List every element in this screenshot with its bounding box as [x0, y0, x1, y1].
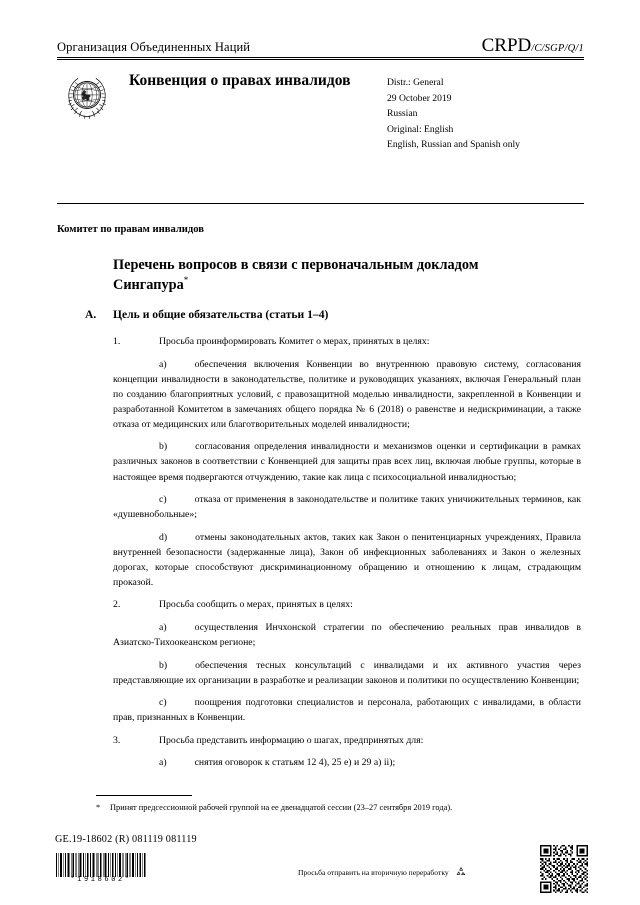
document-symbol-main: CRPD — [481, 35, 532, 56]
distribution-line: Distr.: General — [387, 77, 444, 89]
paragraph — [113, 492, 581, 522]
paragraph-text: согласования определения инвалидности и механизмов оценки и сертификации в рамках различных законов в соответствии с Конвенцией для защиты прав всех лиц, включая любые группы, которые в настоящее время подвергаются отчуждению, такие как лица с психосоциальной инвалидностью; — [113, 441, 581, 483]
masthead-top-row — [57, 36, 584, 57]
paragraph-marker: d) — [159, 531, 168, 543]
paragraph-text: обеспечения включения Конвенции во внутреннюю правовую систему, согласования концепции инвалидности в законодательстве, политике и руководящих указаниях, включая Генеральный план по созданию благоприятных условий, с правозащитной моделью инвалидности, закрепленной в Конвенции и разработанной Комитетом в замечаниях общего порядка № 6 (2018) о равенстве и недискриминации, а также отказа от медицинских или благотворительных моделей инвалидности; — [113, 358, 581, 430]
paragraph-text: осуществления Инчхонской стратегии по обеспечению реальных прав инвалидов в Азиатско-Тихоокеанском регионе; — [113, 622, 581, 649]
paragraph — [113, 658, 581, 688]
document-symbol-suffix: /C/SGP/Q/1 — [531, 43, 584, 54]
paragraph-marker: 3. — [113, 734, 121, 746]
paragraph — [113, 620, 581, 650]
page-title-text: Перечень вопросов в связи с первоначальным докладом Сингапура — [113, 257, 479, 293]
job-number: GE.19-18602 (R) 081119 081119 — [55, 834, 197, 845]
paragraph — [113, 357, 581, 432]
paragraph-marker: b) — [159, 659, 168, 671]
paragraph-marker: b) — [159, 441, 168, 453]
footnote-separator — [96, 795, 192, 796]
paragraph-text: отмены законодательных актов, таких как Закон о пенитенциарных учреждениях, Правила внутренней безопасности (задержанные лица), Закон об инфекционных заболеваниях и Закон о железных дорогах, которые способствуют дискриминационному обращению и отношению к лицам, страдающим проказой. — [113, 531, 581, 588]
paragraph — [113, 597, 581, 612]
convention-title: Конвенция о правах инвалидов — [129, 72, 351, 90]
paragraph-text: Просьба представить информацию о шагах, предпринятых для: — [159, 734, 424, 746]
paragraph-text: поощрения подготовки специалистов и персонала, работающих с инвалидами, в области прав, признанных в Конвенции. — [113, 697, 581, 724]
distribution-language: Russian — [387, 108, 418, 120]
paragraph — [113, 695, 581, 725]
paragraph — [113, 334, 581, 349]
paragraph-marker: a) — [159, 358, 167, 370]
committee-name: Комитет по правам инвалидов — [57, 224, 205, 235]
title-footnote-marker: * — [183, 275, 189, 285]
section-letter: A. — [85, 308, 97, 321]
paragraph — [113, 439, 581, 484]
document-symbol — [482, 36, 584, 55]
section-heading-text: Цель и общие обязательства (статьи 1–4) — [113, 308, 329, 321]
recycle-note — [298, 866, 467, 878]
qr-code — [540, 845, 588, 893]
page-title — [113, 256, 553, 295]
document-body — [113, 334, 581, 778]
paragraph-text: Просьба сообщить о мерах, принятых в целях: — [159, 599, 353, 611]
paragraph — [113, 733, 581, 748]
barcode-text: *1918602* — [70, 876, 132, 884]
masthead — [57, 36, 584, 153]
paragraph-text: Просьба проинформировать Комитет о мерах, принятых в целях: — [159, 336, 430, 347]
paragraph-marker: 1. — [113, 336, 121, 347]
masthead-bottom-rule — [57, 203, 584, 204]
distribution-original: Original: English — [387, 123, 454, 135]
paragraph — [113, 530, 581, 590]
un-emblem-icon — [61, 71, 113, 123]
masthead-rule-thick — [57, 57, 584, 58]
paragraph-marker: c) — [159, 494, 167, 506]
paragraph-marker: 2. — [113, 599, 121, 611]
masthead-main-row — [57, 69, 584, 153]
barcode — [55, 853, 147, 877]
section-heading — [85, 308, 565, 321]
paragraph-text: снятия оговорок к статьям 12 4), 25 e) и 29 a) ii); — [194, 757, 396, 769]
organization-name: Организация Объединенных Наций — [57, 40, 251, 55]
distribution-block — [387, 69, 520, 153]
paragraph-marker: a) — [159, 622, 167, 633]
recycle-note-text: Просьба отправить на вторичную переработку — [298, 868, 449, 877]
paragraph-marker: a) — [159, 757, 167, 769]
footnote-text: Принят предсессионной рабочей группой на ее двенадцатой сессии (23–27 сентября 2019 года). — [110, 803, 453, 812]
distribution-languages-only: English, Russian and Spanish only — [387, 139, 520, 151]
paragraph-marker: c) — [159, 697, 167, 709]
paragraph-text: отказа от применения в законодательстве и политике таких уничижительных терминов, как «душевнобольные»; — [113, 494, 581, 521]
masthead-rule-hairline — [57, 59, 584, 60]
footnote — [96, 802, 566, 815]
recycle-icon — [455, 866, 467, 878]
footnote-marker: * — [96, 803, 101, 812]
distribution-date: 29 October 2019 — [387, 92, 452, 104]
paragraph-text: обеспечения тесных консультаций с инвалидами и их активного участия через представляющие их организации в разработке и реализации законов и политики по осуществлению Конвенции; — [113, 659, 581, 686]
paragraph — [113, 755, 581, 770]
